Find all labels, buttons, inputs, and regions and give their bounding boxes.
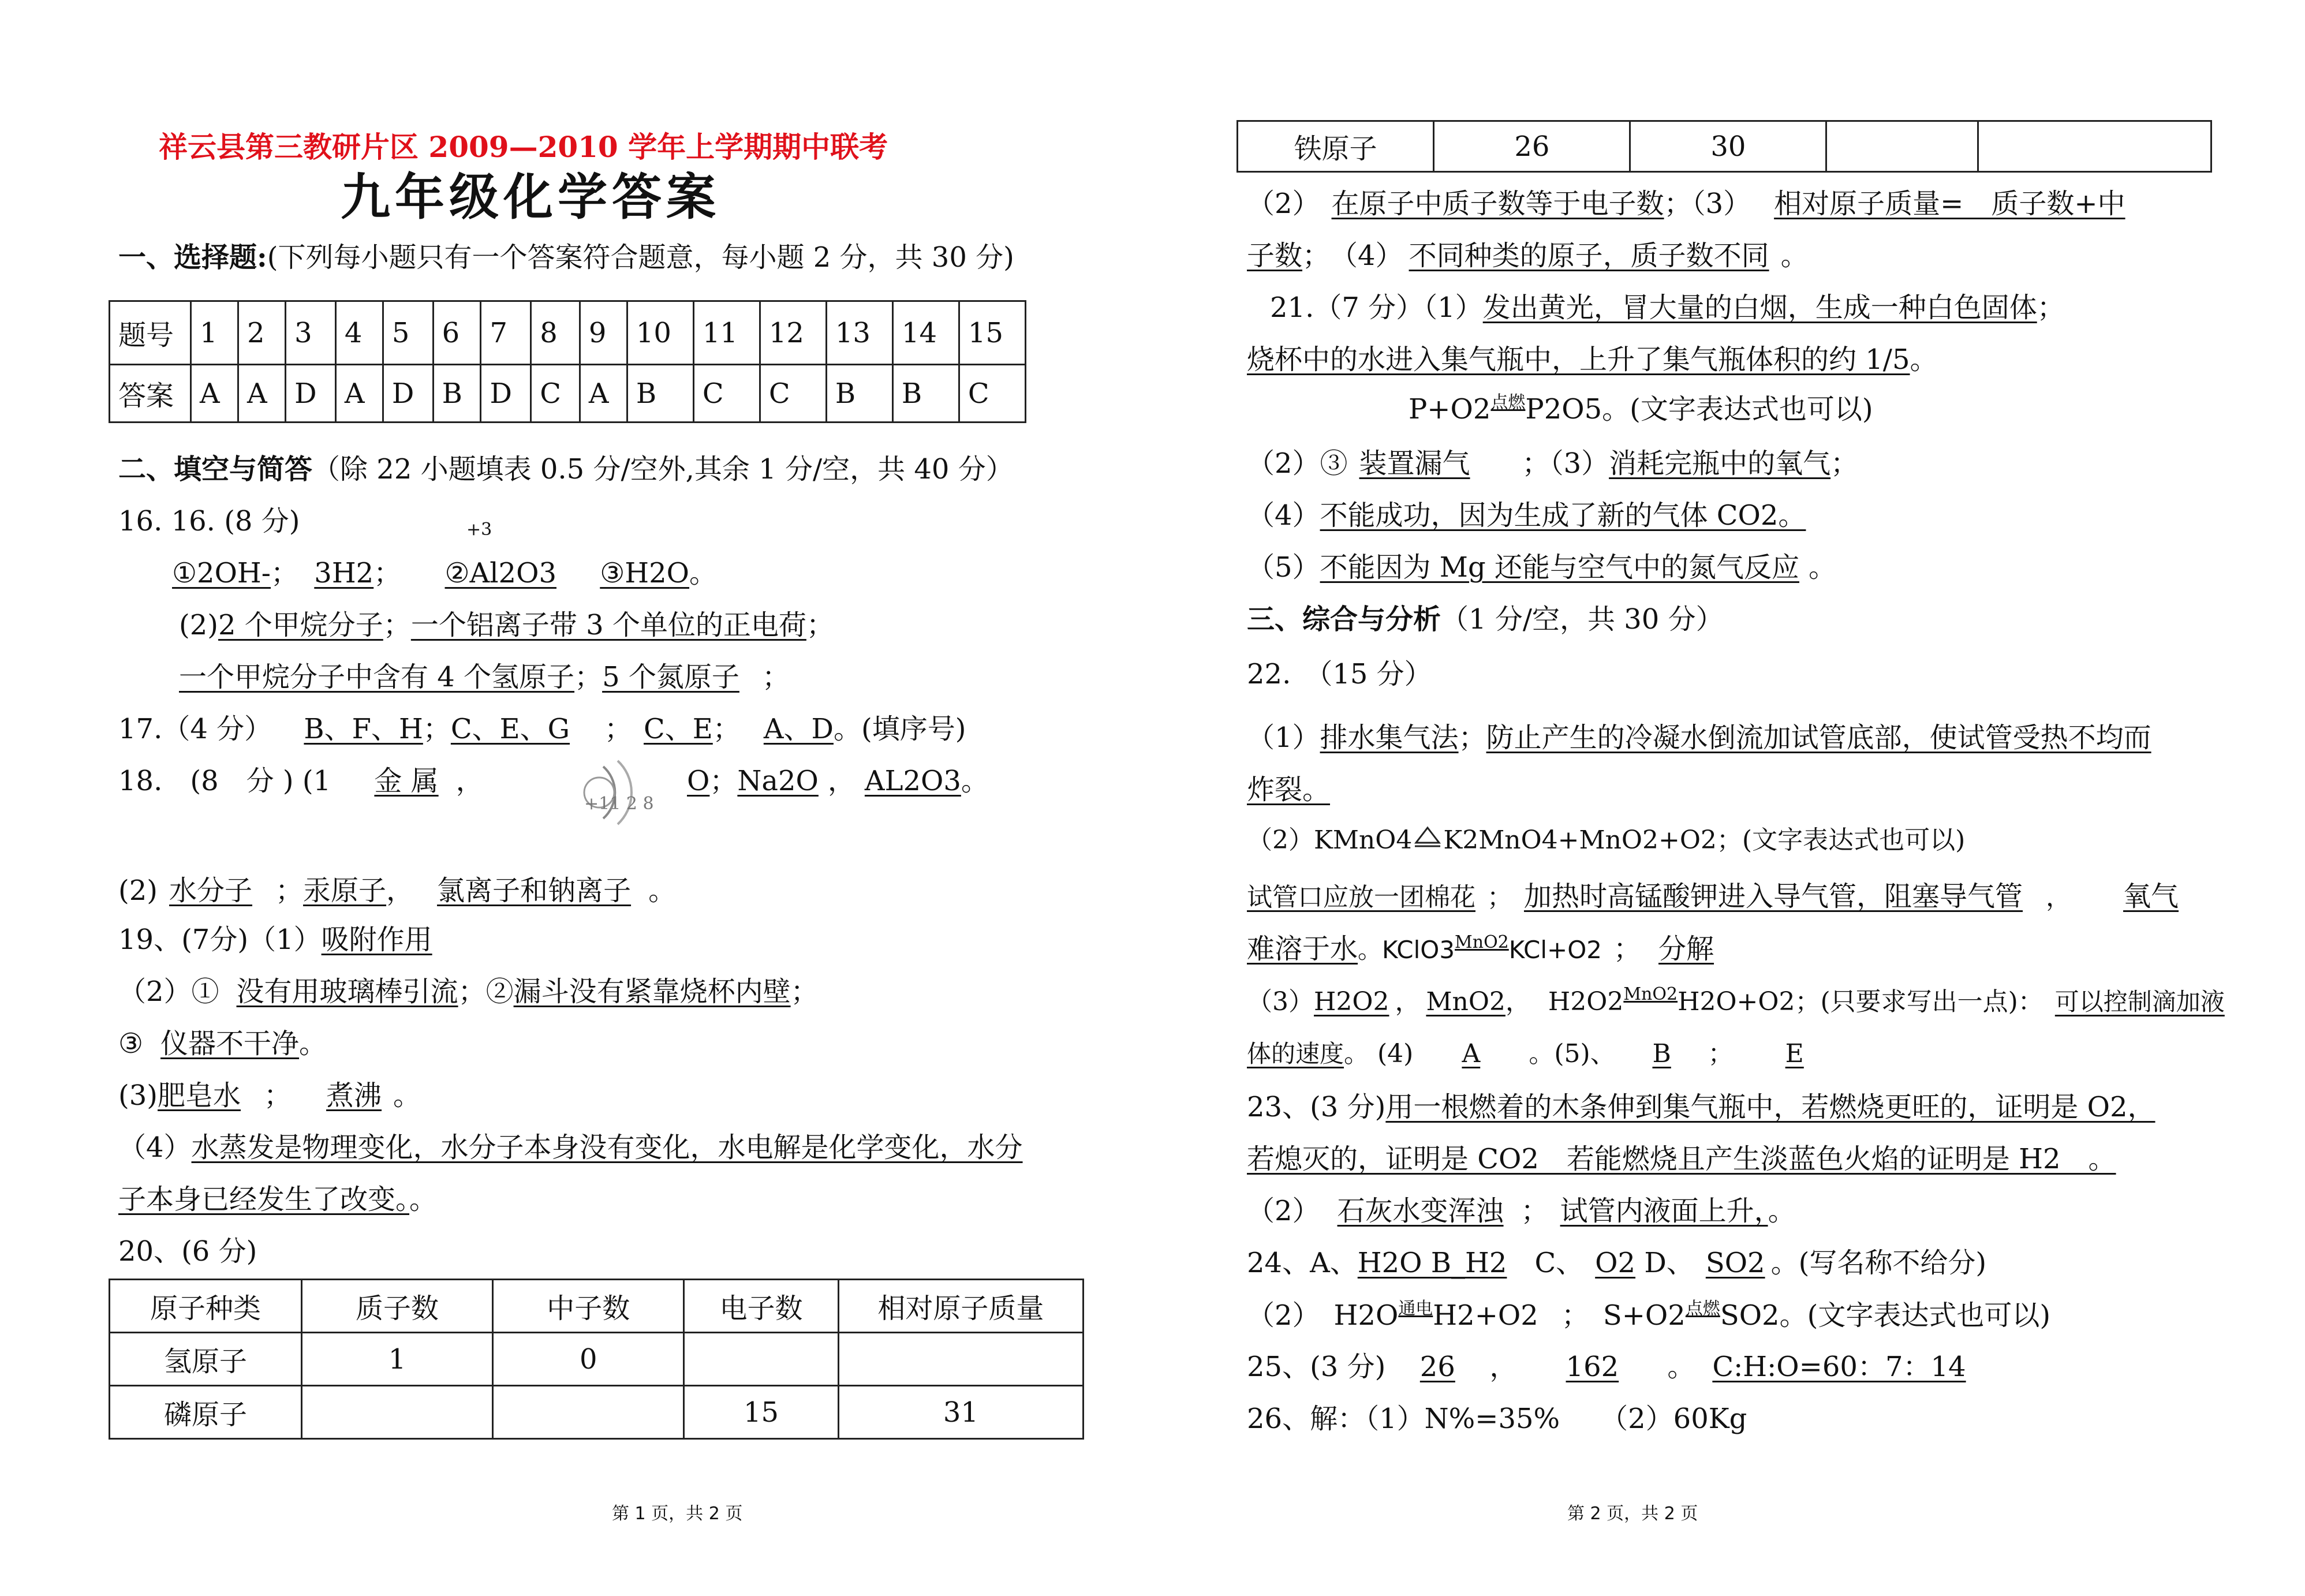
atom-data-table xyxy=(109,1279,1084,1440)
q21-ans-5: 不能因为 Mg 还能与空气中的氮气反应 xyxy=(1320,551,1799,584)
q19-end: ； xyxy=(790,975,819,1008)
sodium-atom-diagram-icon xyxy=(583,756,664,828)
answer-cell: C xyxy=(531,365,580,423)
q19-l4-ans-b: 煮沸 xyxy=(326,1079,382,1112)
q17-sep: ； xyxy=(712,713,741,745)
q25-line xyxy=(1247,1351,1966,1384)
atom-table-cell xyxy=(301,1386,492,1439)
q22-l6-eq-right: H2O+O2 xyxy=(1678,987,1795,1016)
atom-table-cell: 30 xyxy=(1630,121,1826,172)
q22-l6-eq-catalyst: MnO2 xyxy=(1623,984,1678,1004)
q18-ans-d: AL2O3 xyxy=(864,765,961,797)
q21-line5 xyxy=(1247,499,1806,533)
q22-sep: ； xyxy=(1708,1039,1734,1068)
q22-ans-2c: 氧气 xyxy=(2123,880,2179,913)
section2-title: 二、填空与简答 xyxy=(118,453,313,485)
q21-l6-prefix: （5） xyxy=(1247,551,1320,584)
q24-eq1-right: H2+O2 xyxy=(1433,1299,1538,1332)
q19-l2-mid: ；② xyxy=(458,975,514,1008)
q23-sep: ； xyxy=(1521,1195,1549,1227)
q22-sep: ， xyxy=(2046,883,2072,912)
q21-l4-prefix: （2）③ xyxy=(1247,447,1348,480)
q22-ans-2b: 加热时高锰酸钾进入导气管，阻塞导气管 xyxy=(1524,880,2023,913)
q22-ans-2c-cont: 难溶于水 xyxy=(1247,933,1358,965)
q16-l2-ans-b: 一个铝离子带 3 个单位的正电荷 xyxy=(410,609,806,641)
q22-l5-eq-left: 。KClO3 xyxy=(1358,936,1455,964)
q22-line4 xyxy=(1247,880,2179,914)
question-number-cell: 2 xyxy=(238,301,286,365)
question-number-cell: 7 xyxy=(481,301,531,365)
q17-ans-d: A、D xyxy=(763,713,834,745)
q18-sep: ， xyxy=(386,874,414,907)
q21-l5-prefix: （4） xyxy=(1247,499,1320,532)
question-number-cell: 13 xyxy=(826,301,892,365)
q20-label: 20、(6 分) xyxy=(118,1235,257,1268)
q23-ans-2a: 石灰水变浑浊 xyxy=(1337,1195,1504,1227)
answer-cell: C xyxy=(760,365,826,423)
atom-table-cell xyxy=(1978,121,2211,172)
q18-end: 。 xyxy=(648,874,677,907)
q17-line xyxy=(118,713,966,746)
section1-note: (下列每小题只有一个答案符合题意，每小题 2 分，共 30 分) xyxy=(267,241,1014,274)
q21-line2 xyxy=(1247,343,1938,377)
q18-l2-prefix: (2) xyxy=(118,874,158,907)
question-number-cell: 14 xyxy=(892,301,959,365)
q18-l2-ans-b: 汞原子 xyxy=(303,874,387,907)
q21-l4-mid: ；（3） xyxy=(1522,447,1609,480)
q19-l5-prefix: （4） xyxy=(118,1131,192,1164)
answer-cell: B xyxy=(627,365,693,423)
answer-cell: A xyxy=(580,365,627,423)
q16-end: ； xyxy=(806,609,834,641)
answer-cell: A xyxy=(191,365,238,423)
atom-table-header-row xyxy=(110,1280,1084,1333)
q24-eq1-condition: 通电 xyxy=(1398,1299,1433,1319)
q20-line2 xyxy=(1247,240,1809,273)
atom-table-cell: 氢原子 xyxy=(110,1333,302,1386)
q22-ans-3a: H2O2 xyxy=(1314,987,1389,1016)
q23-line3 xyxy=(1247,1195,1796,1228)
atom-table-header-cell: 原子种类 xyxy=(110,1280,302,1333)
q18-end: 。 xyxy=(961,765,989,797)
q25-label: 25、(3 分) xyxy=(1247,1351,1386,1383)
q21-ans-2: 装置漏气 xyxy=(1359,447,1470,480)
q16-l3-ans-b: 5 个氮原子 xyxy=(602,661,739,693)
question-number-cell: 6 xyxy=(433,301,481,365)
q22-ans-2a: 试管口应放一团棉花 xyxy=(1247,883,1475,912)
q24-line1 xyxy=(1247,1247,1986,1280)
q21-ans-1-cont: 烧杯中的水进入集气瓶中，上升了集气瓶体积的约 1/5 xyxy=(1247,343,1910,376)
q19-l4-prefix: (3) xyxy=(118,1079,158,1112)
q21-eq-left: P+O2 xyxy=(1409,393,1491,425)
q19-l6-ans: 子本身已经发生了改变。 xyxy=(118,1183,410,1216)
question-number-cell: 15 xyxy=(959,301,1025,365)
q22-sep: ； xyxy=(1487,883,1512,912)
q23-ans-2b: 试管内液面上升， xyxy=(1560,1195,1768,1227)
q22-l3-prefix: （2）KMnO4 xyxy=(1247,825,1413,855)
q22-ans-2d: 分解 xyxy=(1658,933,1714,965)
section1-heading xyxy=(118,241,1014,275)
q25-ans-a: 26 xyxy=(1419,1351,1455,1383)
q23-ans-1-cont: 若熄灭的，证明是 CO2 若能燃烧且产生淡蓝色火焰的证明是 H2 。 xyxy=(1247,1143,2116,1175)
q22-sep: ； xyxy=(1613,933,1642,965)
q22-sep: ； xyxy=(1458,722,1486,754)
q19-line3 xyxy=(118,1027,327,1061)
atom-table-cell: 1 xyxy=(301,1333,492,1386)
q24-mid: C、 xyxy=(1507,1247,1584,1279)
question-number-cell: 3 xyxy=(286,301,336,365)
q21-line4 xyxy=(1247,447,1858,481)
choice-answer-table xyxy=(109,300,1026,423)
q16-l2-ans-a: 2 个甲烷分子 xyxy=(218,609,383,641)
q18-ans-b: O xyxy=(687,765,710,797)
answer-cell: A xyxy=(238,365,286,423)
atom-table-header-cell: 质子数 xyxy=(301,1280,492,1333)
q26-ans-2: （2）60Kg xyxy=(1600,1403,1747,1435)
q25-ans-c: C:H:O=60：7：14 xyxy=(1712,1351,1966,1383)
q18-ans-c: Na2O xyxy=(737,765,819,797)
section2-note: （除 22 小题填表 0.5 分/空外,其余 1 分/空，共 40 分） xyxy=(312,453,1014,485)
q16-sep: ； xyxy=(271,557,299,589)
q22-ans-3b: MnO2 xyxy=(1426,987,1505,1016)
q22-ans-3c-cont: 体的速度 xyxy=(1247,1040,1344,1068)
q24-l2-prefix: （2） H2O xyxy=(1247,1299,1399,1332)
q25-ans-b: 162 xyxy=(1566,1351,1619,1383)
q23-line2 xyxy=(1247,1143,2116,1176)
q24-eq2-condition: 点燃 xyxy=(1685,1299,1720,1319)
answer-cell: D xyxy=(383,365,433,423)
q16-end: 。 xyxy=(689,557,718,589)
q22-label: 22. （15 分） xyxy=(1247,658,1432,690)
q18-ans-a: 金 属 xyxy=(374,765,439,797)
q17-sep: ； xyxy=(604,713,633,745)
q16-sep: ； xyxy=(373,557,402,589)
q22-l6-prefix: （3） xyxy=(1247,987,1314,1016)
q21-end: ； xyxy=(1830,447,1859,480)
q24-label: 24、A、 xyxy=(1247,1247,1358,1279)
atom-table-cell xyxy=(684,1333,838,1386)
q16-line1 xyxy=(172,557,717,590)
choice-number-row xyxy=(110,301,1026,365)
q22-ans-5b: E xyxy=(1785,1039,1804,1068)
atom-structure-text: +11 2 8 xyxy=(584,794,654,814)
q22-l5-eq-right: KCl+O2 xyxy=(1508,936,1602,964)
q19-l2-ans-a: 没有用玻璃棒引流 xyxy=(236,975,458,1008)
q18-l2-ans-c: 氯离子和钠离子 xyxy=(437,874,632,907)
q22-ans-1a: 排水集气法 xyxy=(1320,722,1459,754)
answer-cell: B xyxy=(433,365,481,423)
q21-eq-right: P2O5 xyxy=(1525,393,1602,425)
q20-l1-mid: ；（3） xyxy=(1664,188,1751,220)
q19-end: 。 xyxy=(299,1027,327,1060)
atom-table-cell: 铁原子 xyxy=(1238,121,1434,172)
q26-ans-1: N%=35% xyxy=(1424,1403,1560,1435)
q19-l5-ans: 水蒸发是物理变化，水分子本身没有变化，水电解是化学变化，水分 xyxy=(191,1131,1023,1164)
q17-ans-c: C、E xyxy=(644,713,713,745)
atom-table-row xyxy=(110,1333,1084,1386)
q25-sep: 。 xyxy=(1667,1351,1695,1383)
answer-cell: B xyxy=(826,365,892,423)
q17-sep: ； xyxy=(423,713,451,745)
exam-header: 祥云县第三教研片区 2009—2010 学年上学期期中联考 xyxy=(159,130,888,164)
section3-title: 三、综合与分析 xyxy=(1247,603,1441,636)
q18-sep: ； xyxy=(709,765,738,797)
q22-sep: ， xyxy=(1395,987,1421,1016)
section3-heading xyxy=(1247,603,1724,637)
q19-label: 19、(7分)（1） xyxy=(118,924,322,956)
answer-cell: D xyxy=(286,365,336,423)
q21-line6 xyxy=(1247,551,1836,585)
q19-l4-ans-a: 肥皂水 xyxy=(158,1079,241,1112)
question-number-cell: 12 xyxy=(760,301,826,365)
q22-ans-4: A xyxy=(1462,1039,1481,1068)
q22-l7-mid2: 。(5)、 xyxy=(1529,1039,1616,1068)
q20-ans-3: 相对原子质量= 质子数+中 xyxy=(1774,188,2125,220)
q19-end: 。 xyxy=(409,1183,438,1216)
q19-l2-ans-b: 漏斗没有紧靠烧杯内壁 xyxy=(513,975,791,1008)
q23-label: 23、(3 分) xyxy=(1247,1091,1386,1123)
q22-ans-3c: 可以控制滴加液 xyxy=(2054,988,2225,1016)
q19-sep: ； xyxy=(264,1079,292,1112)
q20-ans-2: 在原子中质子数等于电子数 xyxy=(1331,188,1664,220)
q21-sep: ； xyxy=(2037,291,2065,324)
q17-end: 。(填序号) xyxy=(833,713,966,745)
choice-row-label: 题号 xyxy=(110,301,191,365)
q18-line1-rest xyxy=(687,765,989,798)
q25-sep: ， xyxy=(1489,1351,1518,1383)
q24-l2-note: 。(文字表达式也可以) xyxy=(1779,1299,2051,1332)
q21-line1 xyxy=(1270,291,2065,325)
atom-table-row xyxy=(110,1386,1084,1439)
page-footer-left: 第 1 页，共 2 页 xyxy=(612,1504,743,1524)
q21-eq-condition: 点燃 xyxy=(1490,393,1526,413)
q22-l3-note: ；(文字表达式也可以) xyxy=(1716,825,1966,855)
q16-sep: ； xyxy=(574,661,603,693)
q19-line6 xyxy=(118,1183,437,1217)
q22-ans-1b: 防止产生的冷凝水倒流加试管底部，使试管受热不均而 xyxy=(1486,722,2151,754)
q18-l2-ans-a: 水分子 xyxy=(169,874,253,907)
q22-l1-prefix: （1） xyxy=(1247,722,1320,754)
q16-ans-b: 3H2 xyxy=(314,557,374,589)
q24-end: 。(写名称不给分) xyxy=(1770,1247,1987,1279)
answer-cell: B xyxy=(892,365,959,423)
q23-l3-prefix: （2） xyxy=(1247,1195,1320,1227)
q20-l2-mid: ； （4） xyxy=(1302,240,1403,272)
q16-ans-d: ③H2O xyxy=(600,557,690,589)
atom-table-cell xyxy=(838,1333,1083,1386)
iron-atom-row xyxy=(1238,121,2211,172)
question-number-cell: 8 xyxy=(531,301,580,365)
question-number-cell: 11 xyxy=(693,301,760,365)
atom-table-cell xyxy=(1826,121,1978,172)
q22-line3 xyxy=(1247,825,1965,856)
q16-label: 16. 16. (8 分) xyxy=(118,505,300,537)
q18-line2 xyxy=(118,874,676,908)
q20-ans-4: 不同种类的原子，质子数不同 xyxy=(1409,240,1769,272)
q19-l3-prefix: ③ xyxy=(118,1027,144,1060)
q24-line2 xyxy=(1247,1299,2050,1333)
question-number-cell: 1 xyxy=(191,301,238,365)
q18-sep: ； xyxy=(275,874,304,907)
q22-ans-1b-cont: 炸裂。 xyxy=(1247,773,1331,806)
q16-l2-prefix: (2) xyxy=(179,609,218,641)
q22-l6-eq-left: H2O2 xyxy=(1548,987,1624,1016)
q16-ans-c: ②Al2O3 xyxy=(444,557,556,589)
q23-line1 xyxy=(1247,1091,2155,1124)
q21-ans-1: 发出黄光，冒大量的白烟，生成一种白色固体 xyxy=(1482,291,2037,324)
atom-table-cell: 磷原子 xyxy=(110,1386,302,1439)
q22-l7-mid: 。 (4) xyxy=(1344,1039,1414,1068)
q22-ans-5a: B xyxy=(1652,1039,1671,1068)
choice-row-label: 答案 xyxy=(110,365,191,423)
q19-line2 xyxy=(118,975,819,1009)
q24-ans-c: O2 xyxy=(1595,1247,1636,1279)
q16-charge-mark: +3 xyxy=(466,519,492,540)
q21-ans-4: 不能成功，因为生成了新的气体 CO2。 xyxy=(1320,499,1806,532)
q18-line1 xyxy=(118,765,484,798)
q22-sep: ， xyxy=(1505,987,1531,1016)
q23-ans-1: 用一根燃着的木条伸到集气瓶中，若燃烧更旺的，证明是 O2， xyxy=(1385,1091,2155,1123)
q18-sep: ， xyxy=(455,765,484,797)
q16-line2 xyxy=(179,609,834,642)
atom-table-continued xyxy=(1236,120,2212,173)
section1-title: 一、选择题: xyxy=(118,241,267,274)
q21-ans-3: 消耗完瓶中的氧气 xyxy=(1609,447,1831,480)
atom-table-header-cell: 相对原子质量 xyxy=(838,1280,1083,1333)
question-number-cell: 4 xyxy=(335,301,383,365)
q19-l3-ans: 仪器不干净 xyxy=(160,1027,300,1060)
q16-end: ； xyxy=(762,661,790,693)
q22-line7 xyxy=(1247,1039,1947,1070)
q23-end: 。 xyxy=(1768,1195,1796,1227)
answer-cell: C xyxy=(959,365,1025,423)
q22-l6-note: ；(只要求写出一点)： xyxy=(1795,987,2044,1016)
q18-label: 18. (8 分 ) (1 xyxy=(118,765,331,797)
choice-answer-row xyxy=(110,365,1026,423)
atom-table-cell xyxy=(493,1386,684,1439)
q26-line xyxy=(1247,1403,1747,1436)
q19-line1 xyxy=(118,924,432,957)
question-number-cell: 9 xyxy=(580,301,627,365)
q21-end: 。 xyxy=(1910,343,1938,376)
q19-end: 。 xyxy=(393,1079,421,1112)
q17-label: 17.（4 分） xyxy=(118,713,272,745)
q16-sep: ； xyxy=(383,609,411,641)
page-title: 九年级化学答案 xyxy=(341,168,720,226)
atom-table-header-cell: 中子数 xyxy=(493,1280,684,1333)
q24-ans-a: H2O xyxy=(1357,1247,1422,1279)
q16-ans-a: ①2OH- xyxy=(172,557,271,589)
q21-eq-note: 。(文字表达式也可以) xyxy=(1602,393,1873,425)
q18-sep: ， xyxy=(827,765,855,797)
q24-mid2: D、 xyxy=(1635,1247,1694,1279)
q24-eq2-right: SO2 xyxy=(1720,1299,1780,1332)
answer-cell: C xyxy=(693,365,760,423)
q19-ans-a: 吸附作用 xyxy=(321,924,432,956)
answer-cell: D xyxy=(481,365,531,423)
q24-ans-b: B_H2 xyxy=(1422,1247,1507,1279)
q21-equation xyxy=(1409,393,1873,427)
q19-line5 xyxy=(118,1131,1023,1165)
atom-table-header-cell: 电子数 xyxy=(684,1280,838,1333)
q24-eq2-left: ； S+O2 xyxy=(1561,1299,1686,1332)
heat-triangle-icon xyxy=(1412,825,1443,856)
q24-ans-d: SO2 xyxy=(1705,1247,1765,1279)
q22-line5 xyxy=(1247,932,1714,966)
q17-ans-a: B、F、H xyxy=(304,713,423,745)
q22-l5-eq-catalyst: MnO2 xyxy=(1455,932,1509,952)
q19-l2-prefix: （2）① xyxy=(118,975,219,1008)
q20-l1-prefix: （2） xyxy=(1247,188,1320,220)
q20-line1 xyxy=(1247,188,2125,221)
atom-table-cell: 26 xyxy=(1434,121,1630,172)
answer-cell: A xyxy=(335,365,383,423)
atom-table-cell: 0 xyxy=(493,1333,684,1386)
question-number-cell: 5 xyxy=(383,301,433,365)
atom-table-cell: 15 xyxy=(684,1386,838,1439)
q26-label: 26、解：（1） xyxy=(1247,1403,1425,1435)
atom-table-cell: 31 xyxy=(838,1386,1083,1439)
section2-heading xyxy=(118,453,1014,487)
q17-ans-b: C、E、G xyxy=(450,713,570,745)
page-footer-right: 第 2 页，共 2 页 xyxy=(1567,1504,1698,1524)
q20-ans-3-cont: 子数 xyxy=(1247,240,1303,272)
q22-line1 xyxy=(1247,722,2151,755)
section3-note: （1 分/空，共 30 分） xyxy=(1441,603,1724,636)
q22-l3-equation: K2MnO4+MnO2+O2 xyxy=(1443,825,1717,855)
q16-line3 xyxy=(179,661,790,694)
q22-line2 xyxy=(1247,773,1330,807)
q21-label: 21.（7 分）（1） xyxy=(1270,291,1483,324)
q21-end: 。 xyxy=(1808,551,1836,584)
question-number-cell: 10 xyxy=(627,301,693,365)
q22-line6 xyxy=(1247,984,2225,1018)
q20-end: 。 xyxy=(1780,240,1809,272)
q19-line4 xyxy=(118,1079,421,1113)
q16-l3-ans-a: 一个甲烷分子中含有 4 个氢原子 xyxy=(179,661,575,693)
